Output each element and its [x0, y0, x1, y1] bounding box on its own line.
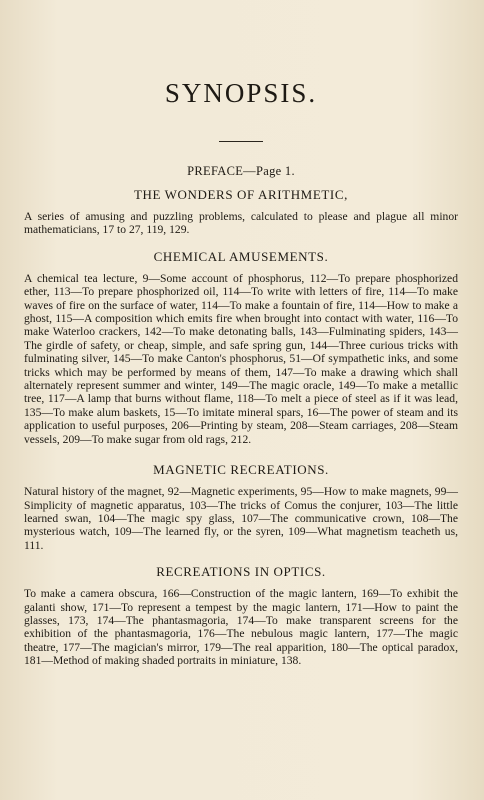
section-text: A series of amusing and puzzling problems, calculated to please and plague all minor mathematicians, 17 to 27, 119, 129.	[24, 210, 458, 237]
section-magnetic	[24, 462, 458, 552]
section-heading: RECREATIONS IN OPTICS.	[156, 564, 326, 580]
preface-line: PREFACE—Page 1.	[187, 164, 295, 178]
section-text: To make a camera obscura, 166—Construction of the magic lantern, 169—To exhibit the galanti show, 171—To represent a tempest by the magic lantern, 171—How to paint the glasses, 173, 174—The phantasmagoria, 174—To make transparent screens for the exhibition of the phantasmagoria, 176—The nebulous magic lantern, 177—The magic theatre, 177—The magician's mirror, 179—The real apparition, 180—The optical paradox, 181—Method of making shaded portraits in miniature, 138.	[24, 587, 458, 668]
title-rule	[219, 141, 263, 142]
section-heading: CHEMICAL AMUSEMENTS.	[153, 248, 329, 264]
section-optics	[24, 564, 458, 667]
section-heading: MAGNETIC RECREATIONS.	[153, 462, 329, 478]
section-arithmetic	[24, 187, 458, 237]
section-text: Natural history of the magnet, 92—Magnetic experiments, 95—How to make magnets, 99—Simplicity of magnetic apparatus, 103—The tricks of Comus the conjurer, 103—The little learned swan, 104—The magic spy glass, 107—The communicative crown, 108—The mysterious watch, 109—The learned fly, or the syren, 109—What magnetism teacheth us, 111.	[24, 485, 458, 552]
section-text: A chemical tea lecture, 9—Some account of phosphorus, 112—To prepare phosphorized ether, 113—To prepare phosphorized oil, 114—To write with letters of fire, 114—To make waves of fire on the surface of water, 114—To make a fountain of fire, 114—How to make a ghost, 115—A composition which emits fire when brought into contact with water, 116—To make Waterloo crackers, 142—To make detonating balls, 143—Fulminating spiders, 143—The girdle of safety, or cheap, simple, and safe spring gun, 144—Three curious tricks with fulminating silver, 145—To make Canton's phosphorus, 51—Of sympathetic inks, and some tricks which may be performed by means of them, 147—To make a drawing which shall alternately represent summer and winter, 149—The magic oracle, 149—To make a metallic tree, 117—A lamp that burns without flame, 118—To melt a piece of steel as if it was lead, 135—To make alum baskets, 15—To imitate mineral spars, 16—The power of steam and its application to useful purposes, 206—Printing by steam, 208—Steam carriages, 208—Steam vessels, 209—To make sugar from old rags, 212.	[24, 271, 458, 446]
page-title: SYNOPSIS.	[164, 78, 318, 108]
section-chemical	[24, 249, 458, 446]
section-heading: THE WONDERS OF ARITHMETIC,	[134, 187, 348, 202]
